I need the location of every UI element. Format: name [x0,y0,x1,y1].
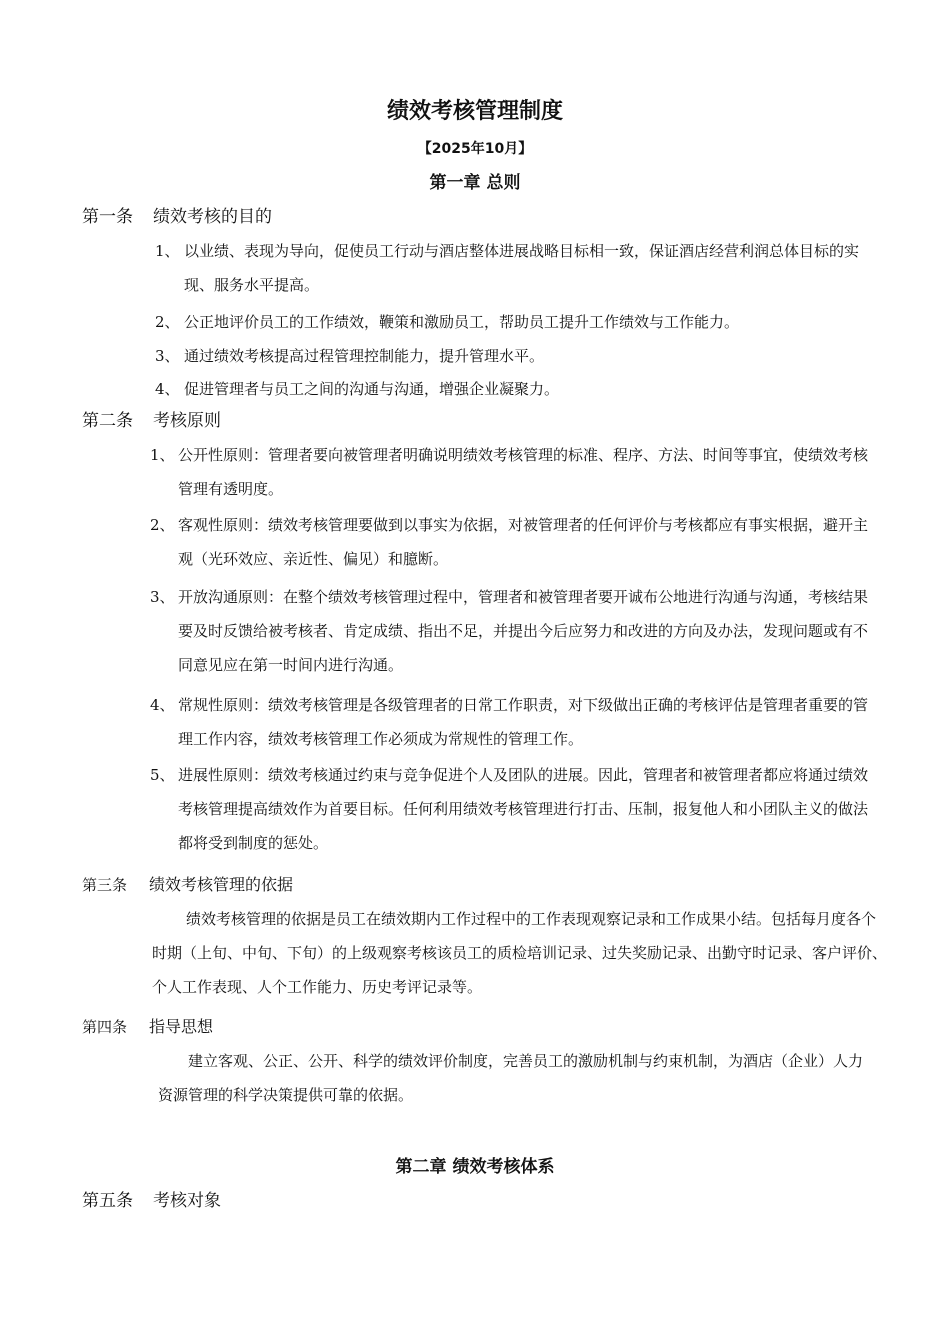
list-item-text: 公开性原则：管理者要向被管理者明确说明绩效考核管理的标准、程序、方法、时间等事宜，使绩效考核管理有透明度。 [178,446,869,498]
article-heading-3 [82,872,293,898]
article-number: 第四条 [82,1018,128,1036]
list-item [150,438,882,506]
document-date: 【2025年10月】 [417,141,533,157]
list-item [155,305,880,339]
article-number: 第一条 [82,207,133,227]
document-title: 绩效考核管理制度 [386,99,563,124]
list-item-text: 进展性原则：绩效考核通过约束与竞争促进个人及团队的进展。因此，管理者和被管理者都应将通过绩效考核管理提高绩效作为首要目标。任何利用绩效考核管理进行打击、压制，报复他人和小团队主义的做法都将受到制度的惩处。 [178,766,869,852]
article-title: 绩效考核的目的 [153,207,272,227]
article-number: 第五条 [82,1191,133,1211]
list-item-text: 以业绩、表现为导向，促使员工行动与酒店整体进展战略目标相一致，保证酒店经营利润总体目标的实现、服务水平提高。 [184,242,860,294]
list-item-number: 5、 [150,766,175,784]
article-title: 指导思想 [149,1017,214,1036]
list-item-number: 3、 [155,347,180,365]
article-heading-1 [82,204,272,230]
list-item-number: 4、 [150,696,175,714]
chapter-heading-2: 第二章 绩效考核体系 [395,1157,555,1177]
list-item-number: 1、 [155,242,180,260]
article-paragraph: 绩效考核管理的依据是员工在绩效期内工作过程中的工作表现观察记录和工作成果小结。包括每月度各个时期（上旬、中旬、下旬）的上级观察考核该员工的质检培训记录、过失奖励记录、出勤守时记录、客户评价、个人工作表现、人个工作能力、历史考评记录等。 [152,910,888,996]
list-item-text: 客观性原则：绩效考核管理要做到以事实为依据，对被管理者的任何评价与考核都应有事实根据，避开主观（光环效应、亲近性、偏见）和臆断。 [178,516,869,568]
list-item-number: 4、 [155,380,180,398]
list-item-text: 公正地评价员工的工作绩效，鞭策和激励员工，帮助员工提升工作绩效与工作能力。 [184,313,740,331]
article-heading-4 [82,1014,213,1040]
list-item-number: 2、 [155,313,180,331]
article-title: 考核原则 [153,411,221,431]
list-item [155,372,880,406]
list-item-number: 3、 [150,588,175,606]
article-paragraph: 建立客观、公正、公开、科学的绩效评价制度，完善员工的激励机制与约束机制，为酒店（企业）人力资源管理的科学决策提供可靠的依据。 [158,1052,864,1104]
chapter-heading-1: 第一章 总则 [429,173,521,193]
list-item [150,758,882,860]
article-number: 第二条 [82,411,133,431]
list-item-text: 促进管理者与员工之间的沟通与沟通，增强企业凝聚力。 [184,380,560,398]
list-item [155,234,880,302]
list-item [155,339,880,373]
article-title: 考核对象 [153,1191,221,1211]
list-item [150,580,882,682]
article-heading-5 [82,1188,221,1214]
list-item [150,688,882,756]
list-item-text: 开放沟通原则：在整个绩效考核管理过程中，管理者和被管理者要开诚布公地进行沟通与沟通，考核结果要及时反馈给被考核者、肯定成绩、指出不足，并提出今后应努力和改进的方向及办法，发现问题或有不同意见应在第一时间内进行沟通。 [178,588,869,674]
article-title: 绩效考核管理的依据 [149,875,294,894]
list-item-text: 通过绩效考核提高过程管理控制能力，提升管理水平。 [184,347,545,365]
list-item [150,508,882,576]
list-item-text: 常规性原则：绩效考核管理是各级管理者的日常工作职责，对下级做出正确的考核评估是管理者重要的管理工作内容，绩效考核管理工作必须成为常规性的管理工作。 [178,696,869,748]
article-number: 第三条 [82,876,128,894]
article-heading-2 [82,408,221,434]
list-item-number: 2、 [150,516,175,534]
list-item-number: 1、 [150,446,175,464]
